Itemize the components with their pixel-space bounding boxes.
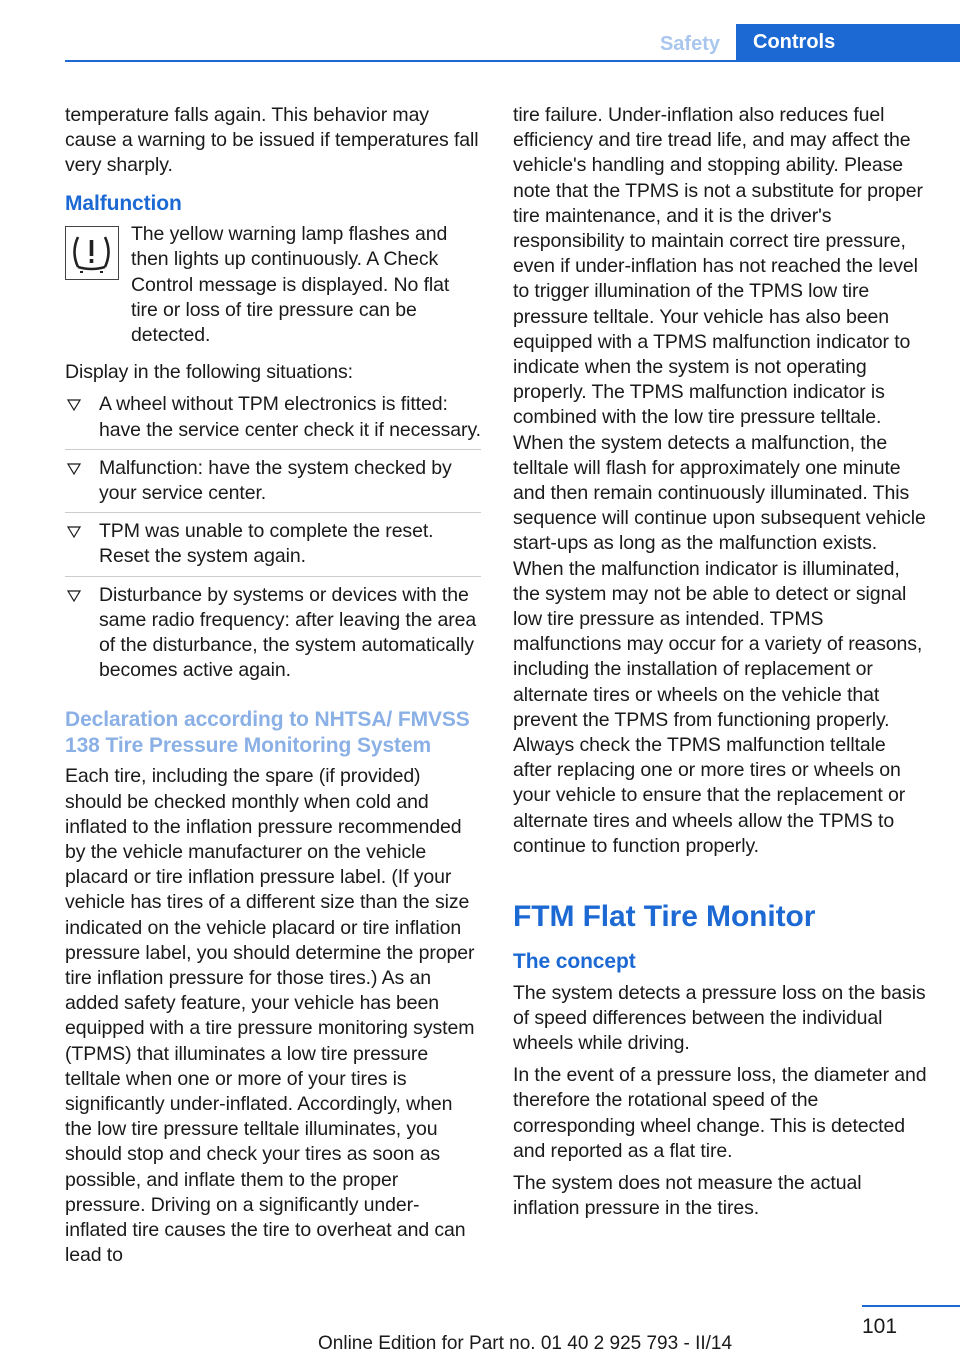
tire-pressure-warning-icon	[65, 226, 119, 280]
declaration-continued-text: tire failure. Under-inflation also reduces fuel efficiency and tire tread life, and may affect the vehicle's handling and stopping ability. Please note that the TPMS is not a substitute for proper tire maintenance, and it is the driver's responsibility to maintain correct tire pressure, even if under-inflation has not reached the level to trigger illumination of the TPMS low tire pressure telltale. Your vehicle has also been equipped with a TPMS malfunction indicator to indicate when the system is not operating properly. The TPMS malfunction indicator is combined with the low tire pressure telltale. When the system detects a malfunction, the telltale will flash for approximately one minute and then remain continuously illuminated. This sequence will continue upon subsequent vehicle start-ups as long as the malfunction exists. When the malfunction indicator is illuminated, the system may not be able to detect or signal low tire pressure as intended. TPMS malfunctions may occur for a variety of reasons, including the installation of replacement or alternate tires or wheels on the vehicle that prevent the TPMS from functioning properly. Always check the TPMS malfunction telltale after replacing one or more tires or wheels on your vehicle to ensure that the replacement or alternate tires and wheels allow the TPMS to continue to function properly.	[513, 104, 926, 857]
footer-rule	[862, 1305, 960, 1307]
malfunction-text: The yellow warning lamp flashes and then lights up continuously. A Check Control message is displayed. No flat tire or loss of tire pressure can be detected.	[131, 223, 450, 346]
display-intro: Display in the following situations:	[65, 361, 353, 384]
edition-footer: Online Edition for Part no. 01 40 2 925 793 - II/14	[318, 1333, 733, 1354]
list-item	[65, 456, 481, 513]
intro-paragraph: temperature falls again. This behavior may cause a warning to be issued if temperatures fall very sharply.	[65, 104, 479, 177]
concept-paragraph-2: In the event of a pressure loss, the diameter and therefore the rotational speed of the corresponding wheel change. This is detected and reported as a flat tire.	[513, 1064, 927, 1162]
list-item	[65, 392, 481, 449]
situations-list	[65, 392, 481, 689]
page-number: 101	[862, 1315, 898, 1338]
declaration-text: Each tire, including the spare (if provided) should be checked monthly when cold and inflated to the inflation pressure recommended by the vehicle manufacturer on the vehicle placard or tire inflation pressure label. (If your vehicle has tires of a different size than the size indicated on the vehicle placard or tire inflation pressure label, you should determine the proper tire inflation pressure for those tires.) As an added safety feature, your vehicle has been equipped with a tire pressure monitoring system (TPMS) that illuminates a low tire pressure telltale when one or more of your tires is significantly under-inflated. Accordingly, when the low tire pressure telltale illuminates, you should stop and check your tires as soon as possible, and inflate them to the proper pressure. Driving on a significantly under-inflated tire causes the tire to overheat and can lead to	[65, 765, 475, 1267]
concept-paragraph-1: The system detects a pressure loss on the basis of speed differences between the individual wheels while driving.	[513, 981, 926, 1054]
malfunction-heading: Malfunction	[65, 191, 182, 215]
list-item-text: Malfunction: have the system checked by your service center.	[99, 456, 452, 504]
right-column	[513, 103, 929, 1228]
triangle-bullet-icon	[67, 463, 81, 475]
list-item	[65, 519, 481, 576]
header-section-tab[interactable]: Safety	[659, 33, 720, 55]
concept-paragraph-3: The system does not measure the actual inflation pressure in the tires.	[513, 1172, 862, 1220]
left-column	[65, 103, 481, 1275]
declaration-heading: Declaration according to NHTSA/ FMVSS 138 Tire Pressure Monitoring System	[65, 708, 470, 757]
malfunction-block	[65, 222, 481, 348]
triangle-bullet-icon	[67, 590, 81, 602]
concept-heading: The concept	[513, 950, 636, 974]
list-item-text: A wheel without TPM electronics is fitted: have the service center check it if necessary.	[99, 393, 481, 441]
list-item	[65, 583, 481, 690]
triangle-bullet-icon	[67, 526, 81, 538]
list-item-text: TPM was unable to complete the reset. Reset the system again.	[99, 520, 434, 568]
triangle-bullet-icon	[67, 399, 81, 411]
ftm-heading: FTM Flat Tire Monitor	[513, 900, 816, 934]
header-active-tab[interactable]: Controls	[736, 24, 960, 61]
header-rule	[65, 60, 960, 62]
list-item-text: Disturbance by systems or devices with the same radio frequency: after leaving the area of the disturbance, the system automatically becomes active again.	[99, 583, 477, 682]
